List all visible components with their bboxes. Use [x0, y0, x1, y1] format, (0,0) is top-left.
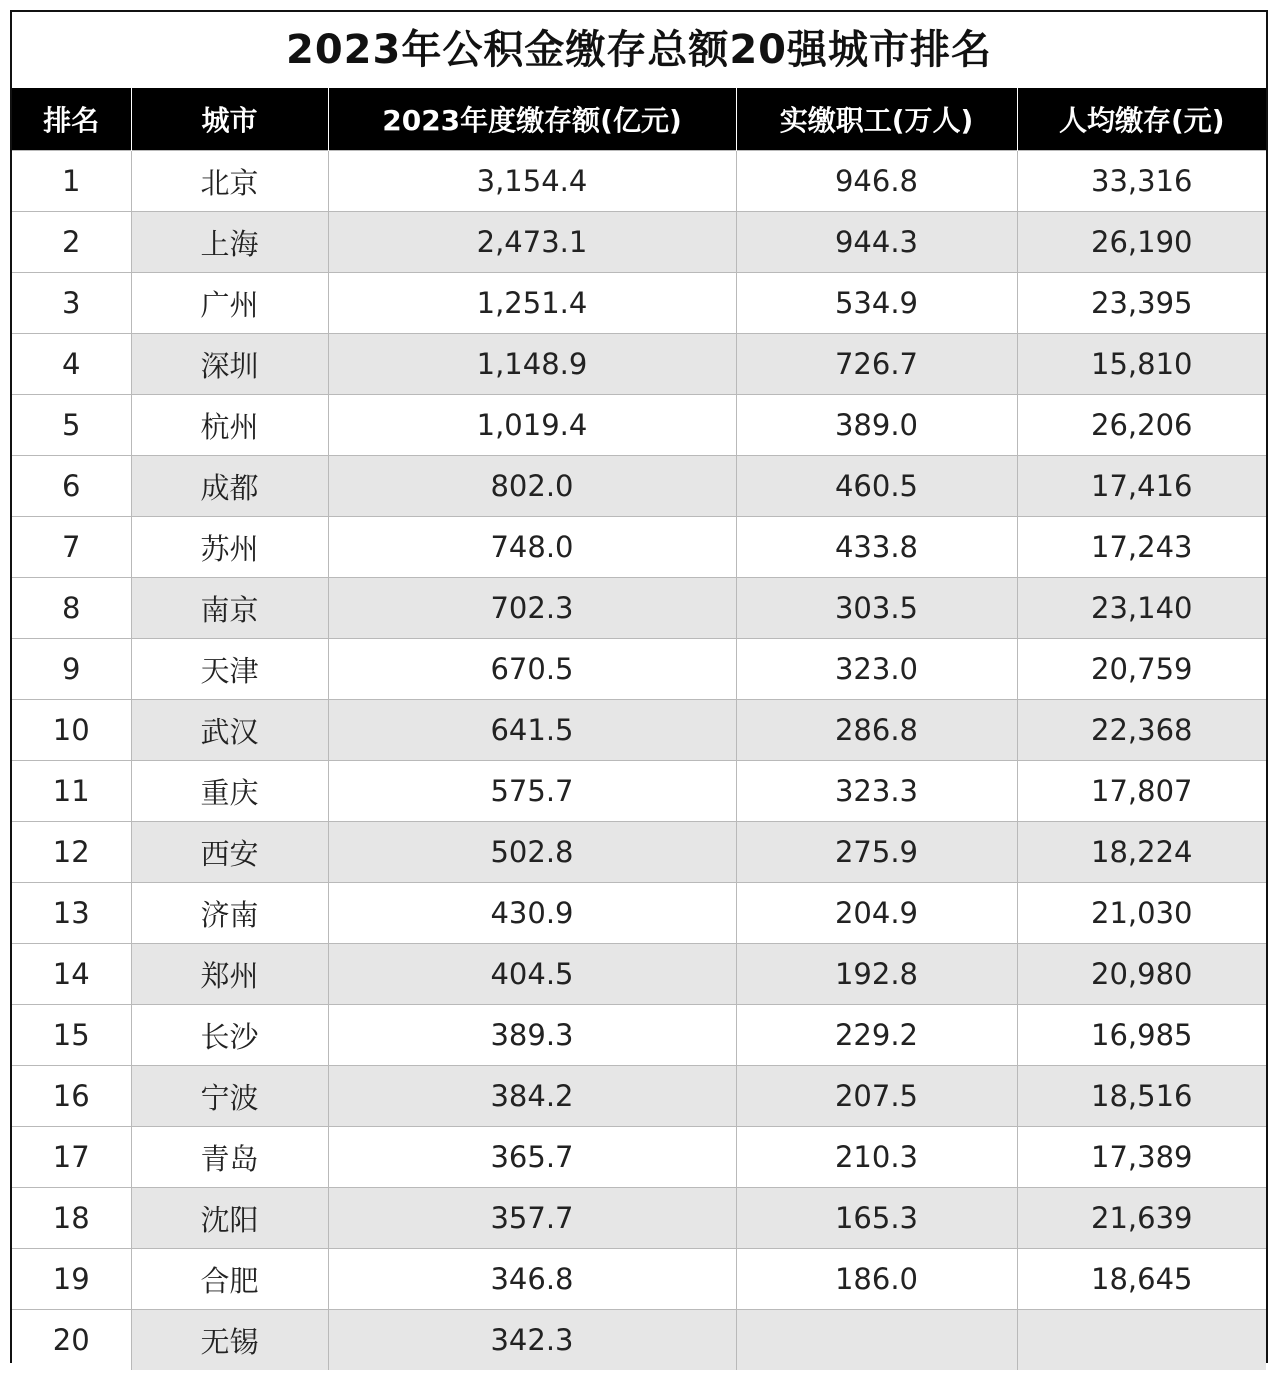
cell-rank: 20 — [12, 1310, 131, 1371]
cell-employees: 165.3 — [736, 1188, 1017, 1249]
table-row — [12, 395, 1266, 456]
cell-per-capita: 17,243 — [1017, 517, 1266, 578]
cell-deposit-total: 389.3 — [328, 1005, 736, 1066]
cell-employees: 192.8 — [736, 944, 1017, 1005]
cell-employees: 460.5 — [736, 456, 1017, 517]
cell-per-capita: 21,030 — [1017, 883, 1266, 944]
table-row — [12, 334, 1266, 395]
cell-rank: 14 — [12, 944, 131, 1005]
cell-employees: 286.8 — [736, 700, 1017, 761]
cell-city: 广州 — [131, 273, 328, 334]
cell-city: 苏州 — [131, 517, 328, 578]
cell-per-capita: 23,140 — [1017, 578, 1266, 639]
cell-city: 重庆 — [131, 761, 328, 822]
table-row — [12, 1249, 1266, 1310]
cell-deposit-total: 1,019.4 — [328, 395, 736, 456]
cell-city: 武汉 — [131, 700, 328, 761]
cell-deposit-total: 670.5 — [328, 639, 736, 700]
table-row — [12, 212, 1266, 273]
ranking-table-frame — [10, 10, 1268, 1363]
cell-employees: 323.0 — [736, 639, 1017, 700]
cell-deposit-total: 702.3 — [328, 578, 736, 639]
cell-per-capita: 17,389 — [1017, 1127, 1266, 1188]
cell-rank: 13 — [12, 883, 131, 944]
cell-rank: 3 — [12, 273, 131, 334]
cell-per-capita — [1017, 1310, 1266, 1371]
cell-per-capita: 26,206 — [1017, 395, 1266, 456]
cell-deposit-total: 404.5 — [328, 944, 736, 1005]
cell-deposit-total: 802.0 — [328, 456, 736, 517]
cell-city: 长沙 — [131, 1005, 328, 1066]
cell-employees: 303.5 — [736, 578, 1017, 639]
cell-employees: 534.9 — [736, 273, 1017, 334]
cell-city: 济南 — [131, 883, 328, 944]
table-row — [12, 578, 1266, 639]
table-row — [12, 883, 1266, 944]
cell-rank: 16 — [12, 1066, 131, 1127]
cell-deposit-total: 2,473.1 — [328, 212, 736, 273]
cell-city: 天津 — [131, 639, 328, 700]
table-row — [12, 456, 1266, 517]
page-title: 2023年公积金缴存总额20强城市排名 — [286, 27, 992, 73]
cell-per-capita: 17,416 — [1017, 456, 1266, 517]
cell-deposit-total: 641.5 — [328, 700, 736, 761]
cell-deposit-total: 1,148.9 — [328, 334, 736, 395]
cell-per-capita: 17,807 — [1017, 761, 1266, 822]
cell-deposit-total: 342.3 — [328, 1310, 736, 1371]
cell-employees: 389.0 — [736, 395, 1017, 456]
cell-rank: 2 — [12, 212, 131, 273]
table-row — [12, 517, 1266, 578]
table-row — [12, 1310, 1266, 1371]
cell-deposit-total: 346.8 — [328, 1249, 736, 1310]
table-row — [12, 273, 1266, 334]
table-row — [12, 1005, 1266, 1066]
cell-rank: 7 — [12, 517, 131, 578]
cell-rank: 11 — [12, 761, 131, 822]
cell-per-capita: 16,985 — [1017, 1005, 1266, 1066]
cell-per-capita: 18,645 — [1017, 1249, 1266, 1310]
cell-city: 宁波 — [131, 1066, 328, 1127]
table-row — [12, 822, 1266, 883]
cell-deposit-total: 357.7 — [328, 1188, 736, 1249]
table-row — [12, 1188, 1266, 1249]
table-row — [12, 700, 1266, 761]
ranking-table — [12, 88, 1266, 1370]
cell-city: 合肥 — [131, 1249, 328, 1310]
cell-rank: 6 — [12, 456, 131, 517]
cell-deposit-total: 3,154.4 — [328, 151, 736, 212]
cell-per-capita: 33,316 — [1017, 151, 1266, 212]
cell-per-capita: 15,810 — [1017, 334, 1266, 395]
cell-per-capita: 20,980 — [1017, 944, 1266, 1005]
cell-employees: 323.3 — [736, 761, 1017, 822]
cell-employees: 944.3 — [736, 212, 1017, 273]
cell-city: 南京 — [131, 578, 328, 639]
cell-rank: 9 — [12, 639, 131, 700]
header-city: 城市 — [131, 88, 328, 151]
cell-employees: 186.0 — [736, 1249, 1017, 1310]
cell-employees: 433.8 — [736, 517, 1017, 578]
cell-per-capita: 18,516 — [1017, 1066, 1266, 1127]
cell-per-capita: 23,395 — [1017, 273, 1266, 334]
cell-rank: 4 — [12, 334, 131, 395]
cell-rank: 18 — [12, 1188, 131, 1249]
cell-employees: 229.2 — [736, 1005, 1017, 1066]
cell-deposit-total: 384.2 — [328, 1066, 736, 1127]
table-row — [12, 151, 1266, 212]
cell-deposit-total: 748.0 — [328, 517, 736, 578]
cell-rank: 15 — [12, 1005, 131, 1066]
cell-city: 西安 — [131, 822, 328, 883]
cell-rank: 5 — [12, 395, 131, 456]
table-row — [12, 639, 1266, 700]
header-employees: 实缴职工(万人) — [736, 88, 1017, 151]
cell-rank: 17 — [12, 1127, 131, 1188]
cell-city: 无锡 — [131, 1310, 328, 1371]
header-deposit-total: 2023年度缴存额(亿元) — [328, 88, 736, 151]
header-per-capita: 人均缴存(元) — [1017, 88, 1266, 151]
table-header-row — [12, 88, 1266, 151]
cell-city: 沈阳 — [131, 1188, 328, 1249]
cell-deposit-total: 365.7 — [328, 1127, 736, 1188]
table-row — [12, 761, 1266, 822]
cell-rank: 12 — [12, 822, 131, 883]
table-row — [12, 1066, 1266, 1127]
cell-rank: 1 — [12, 151, 131, 212]
cell-deposit-total: 575.7 — [328, 761, 736, 822]
cell-per-capita: 22,368 — [1017, 700, 1266, 761]
cell-rank: 19 — [12, 1249, 131, 1310]
cell-city: 郑州 — [131, 944, 328, 1005]
table-body — [12, 151, 1266, 1371]
cell-employees: 726.7 — [736, 334, 1017, 395]
cell-employees: 210.3 — [736, 1127, 1017, 1188]
cell-deposit-total: 1,251.4 — [328, 273, 736, 334]
cell-employees — [736, 1310, 1017, 1371]
cell-deposit-total: 502.8 — [328, 822, 736, 883]
cell-employees: 946.8 — [736, 151, 1017, 212]
cell-rank: 8 — [12, 578, 131, 639]
cell-city: 杭州 — [131, 395, 328, 456]
cell-deposit-total: 430.9 — [328, 883, 736, 944]
table-row — [12, 944, 1266, 1005]
cell-per-capita: 26,190 — [1017, 212, 1266, 273]
cell-per-capita: 20,759 — [1017, 639, 1266, 700]
table-row — [12, 1127, 1266, 1188]
cell-rank: 10 — [12, 700, 131, 761]
cell-city: 青岛 — [131, 1127, 328, 1188]
header-rank: 排名 — [12, 88, 131, 151]
cell-employees: 204.9 — [736, 883, 1017, 944]
cell-city: 上海 — [131, 212, 328, 273]
cell-per-capita: 18,224 — [1017, 822, 1266, 883]
cell-city: 深圳 — [131, 334, 328, 395]
cell-city: 北京 — [131, 151, 328, 212]
cell-city: 成都 — [131, 456, 328, 517]
cell-per-capita: 21,639 — [1017, 1188, 1266, 1249]
cell-employees: 207.5 — [736, 1066, 1017, 1127]
cell-employees: 275.9 — [736, 822, 1017, 883]
